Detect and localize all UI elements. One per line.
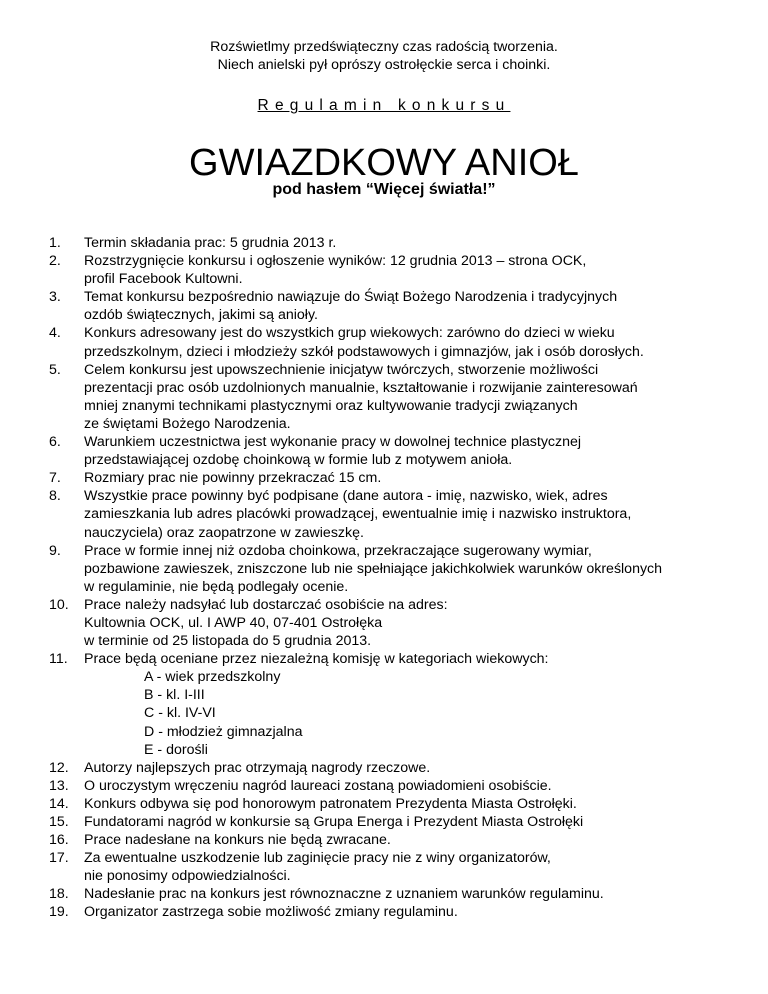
rule-number: 19.: [49, 904, 69, 921]
rule-text-line: Prace należy nadsyłać lub dostarczać osobiście na adres:: [84, 596, 448, 613]
rule-item: [0, 759, 768, 777]
rule-text-line: Temat konkursu bezpośrednio nawiązuje do Świąt Bożego Narodzenia i tradycyjnych: [84, 289, 618, 306]
rule-text-line: ze świętami Bożego Narodzenia.: [84, 415, 291, 432]
rule-text-line: Prace nadesłane na konkurs nie będą zwracane.: [84, 832, 391, 849]
rule-text-line: nie ponosimy odpowiedzialności.: [84, 868, 291, 885]
document-subtitle: pod hasłem “Więcej światła!”: [272, 181, 496, 198]
rule-number: 5.: [49, 361, 61, 378]
rule-item: [0, 795, 768, 813]
rule-text-line: Wszystkie prace powinny być podpisane (dane autora - imię, nazwisko, wiek, adres: [84, 488, 608, 505]
rule-item: [0, 813, 768, 831]
rule-text-line: Prace będą oceniane przez niezależną komisję w kategoriach wiekowych:: [84, 651, 549, 668]
rule-text-line: Nadesłanie prac na konkurs jest równoznaczne z uznaniem warunków regulaminu.: [84, 886, 604, 903]
intro-line-1: Rozświetlmy przedświąteczny czas radością tworzenia.: [210, 39, 558, 55]
rule-text-line: ozdób świątecznych, jakimi są anioły.: [84, 307, 318, 324]
rule-number: 2.: [49, 253, 61, 270]
rule-text-line: Organizator zastrzega sobie możliwość zmiany regulaminu.: [84, 904, 458, 921]
rule-text-line: Termin składania prac: 5 grudnia 2013 r.: [84, 235, 337, 251]
rule-text-line: przedstawiającej ozdobę choinkową w formie lub z motywem anioła.: [84, 452, 513, 469]
rule-text-line: Fundatorami nagród w konkursie są Grupa Energa i Prezydent Miasta Ostrołęki: [84, 814, 584, 830]
rule-number: 3.: [49, 289, 61, 306]
rule-number: 16.: [49, 832, 69, 849]
rule-item: [0, 596, 768, 650]
rule-text-line: Konkurs adresowany jest do wszystkich grup wiekowych: zarówno do dzieci w wieku: [84, 325, 615, 342]
rule-number: 12.: [49, 759, 69, 776]
rule-number: 15.: [49, 814, 69, 830]
rule-text-line: prezentacji prac osób uzdolnionych manualnie, kształtowanie i rozwijanie zainteresowań: [84, 379, 638, 396]
rule-item: [0, 903, 768, 921]
rules-list: [0, 234, 768, 922]
rule-text-line: w regulaminie, nie będą podlegały ocenie.: [84, 578, 349, 595]
rule-text-line: Celem konkursu jest upowszechnienie inicjatyw twórczych, stworzenie możliwości: [84, 361, 599, 378]
rule-text-line: Konkurs odbywa się pod honorowym patronatem Prezydenta Miasta Ostrołęki.: [84, 795, 577, 812]
rule-text-line: Rozstrzygnięcie konkursu i ogłoszenie wyników: 12 grudnia 2013 – strona OCK,: [84, 253, 587, 270]
rule-item: [0, 252, 768, 288]
age-category: D - młodzież gimnazjalna: [144, 723, 303, 740]
rule-item: [0, 324, 768, 360]
rule-text-line: przedszkolnym, dzieci i młodzieży szkół podstawowych i gimnazjów, jak i osób dorosłych.: [84, 343, 644, 360]
rule-text-line: zamieszkania lub adres placówki prowadzącej, ewentualnie imię i nazwisko instruktora,: [84, 506, 632, 523]
rule-text-line: mniej znanymi technikami plastycznymi oraz kultywowanie tradycji związanych: [84, 397, 578, 414]
rule-text-line: Warunkiem uczestnictwa jest wykonanie pracy w dowolnej technice plastycznej: [84, 434, 582, 451]
age-category: C - kl. IV-VI: [144, 705, 216, 722]
rule-number: 6.: [49, 434, 61, 451]
rule-number: 9.: [49, 542, 61, 559]
rule-text-line: O uroczystym wręczeniu nagród laureaci zostaną powiadomieni osobiście.: [84, 777, 552, 794]
rule-text-line: profil Facebook Kultowni.: [84, 271, 243, 288]
rule-item: [0, 777, 768, 795]
rule-item: [0, 234, 768, 252]
rule-item: [0, 469, 768, 487]
rule-number: 14.: [49, 795, 69, 812]
document-title: GWIAZDKOWY ANIOŁ: [189, 142, 579, 184]
intro-text: [0, 38, 768, 74]
rule-text-line: nauczyciela) oraz zaopatrzone w zawieszkę.: [84, 524, 364, 541]
rule-number: 13.: [49, 777, 69, 794]
rule-item: [0, 288, 768, 324]
rule-number: 11.: [49, 651, 68, 668]
age-category: B - kl. I-III: [144, 687, 205, 704]
rule-item: [0, 650, 768, 759]
rule-text-line: pozbawione zawieszek, zniszczone lub nie spełniające jakichkolwiek warunków określonych: [84, 560, 663, 577]
rule-number: 4.: [49, 325, 61, 342]
rule-item: [0, 487, 768, 541]
rule-number: 17.: [49, 850, 69, 867]
age-category: E - dorośli: [144, 741, 208, 758]
rule-text-line: Autorzy najlepszych prac otrzymają nagrody rzeczowe.: [84, 759, 431, 776]
rule-item: [0, 433, 768, 469]
rule-item: [0, 885, 768, 903]
rule-text-line: Prace w formie innej niż ozdoba choinkowa, przekraczające sugerowany wymiar,: [84, 542, 592, 559]
rule-number: 10.: [49, 596, 69, 613]
rules-heading: Regulamin konkursu: [257, 97, 511, 114]
rule-text-line: Za ewentualne uszkodzenie lub zaginięcie pracy nie z winy organizatorów,: [84, 850, 551, 867]
rule-item: [0, 361, 768, 433]
rule-number: 18.: [49, 886, 69, 903]
rule-text-line: Kultownia OCK, ul. I AWP 40, 07-401 Ostrołęka: [84, 614, 383, 631]
rule-text-line: w terminie od 25 listopada do 5 grudnia 2013.: [84, 633, 372, 650]
rule-item: [0, 849, 768, 885]
rule-number: 7.: [49, 470, 61, 487]
rule-item: [0, 542, 768, 596]
rule-number: 8.: [49, 488, 61, 505]
rule-number: 1.: [49, 235, 61, 251]
age-category: A - wiek przedszkolny: [144, 669, 281, 686]
rule-item: [0, 831, 768, 849]
rule-text-line: Rozmiary prac nie powinny przekraczać 15 cm.: [84, 470, 382, 487]
intro-line-2: Niech anielski pył oprószy ostrołęckie serca i choinki.: [217, 57, 551, 73]
